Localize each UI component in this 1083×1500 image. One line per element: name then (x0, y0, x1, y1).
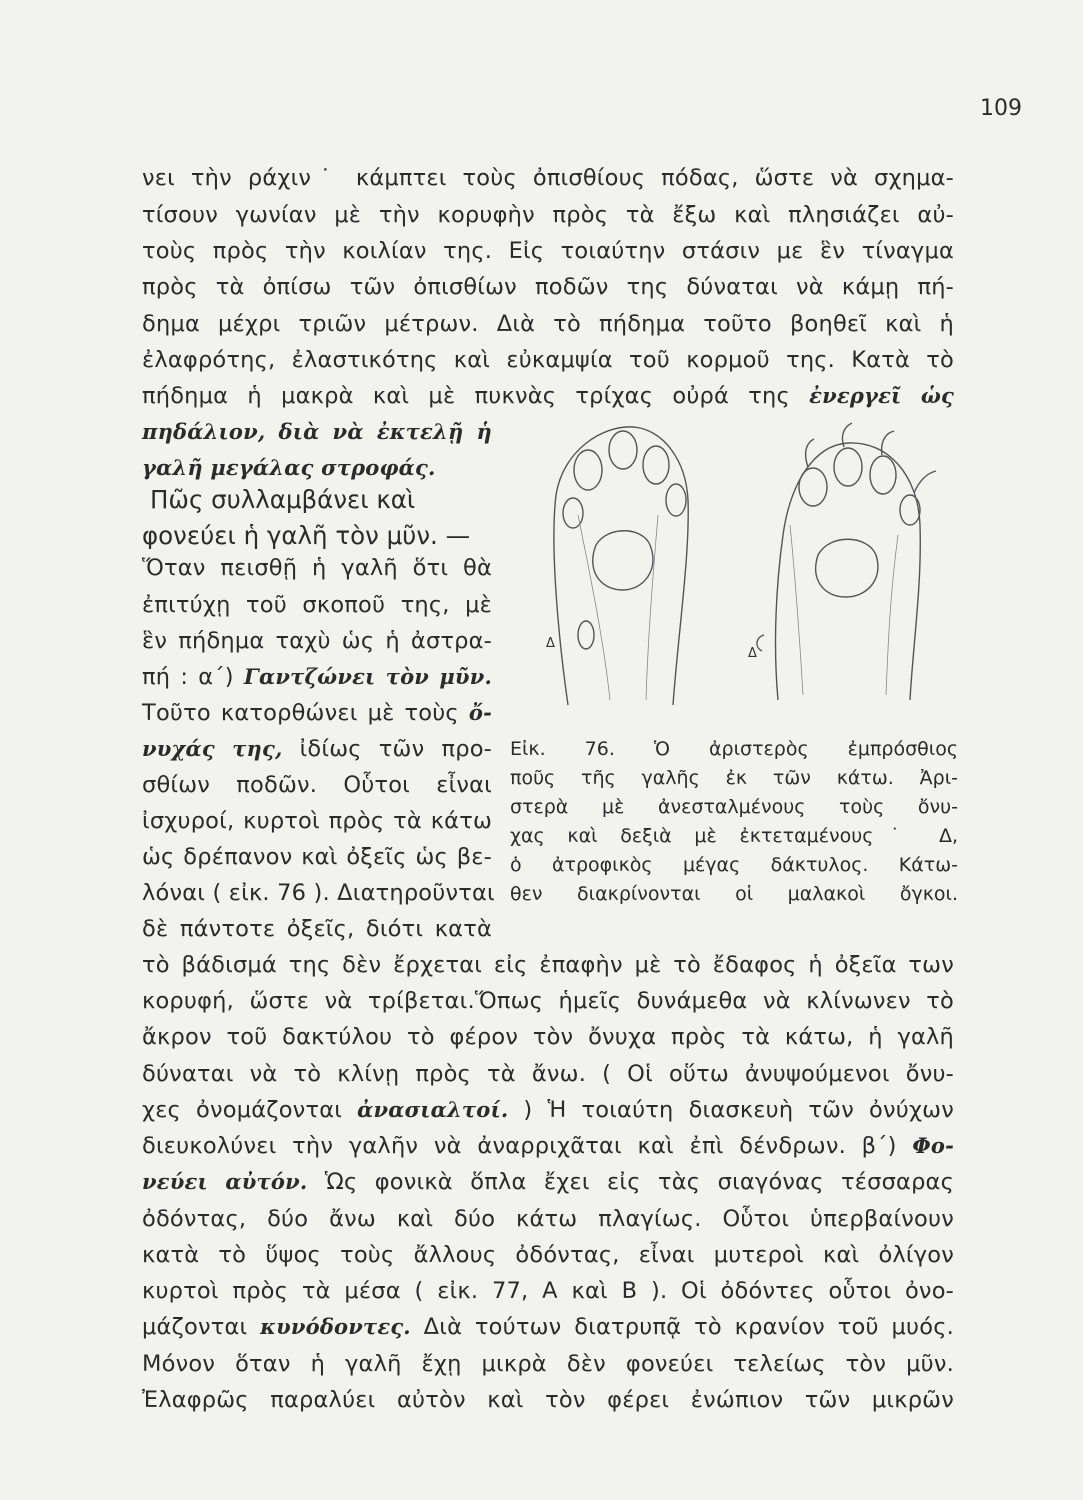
page-number: 109 (980, 96, 1022, 121)
text-line: ἰσχυροί, κυρτοὶ πρὸς τὰ κάτω (142, 808, 492, 834)
text-line: τοὺς πρὸς τὴν κοιλίαν της. Εἰς τοιαύτην στάσιν με ἓν τίναγμα (142, 238, 954, 264)
text-line (142, 381, 954, 411)
text-line: Ἐλαφρῶς παραλύει αὐτὸν καὶ τὸν φέρει ἐνώπιον τῶν μικρῶν (142, 1387, 954, 1413)
figure-label: Δ (748, 646, 757, 661)
text-line (142, 417, 492, 447)
text-line: κορυφή, ὥστε νὰ τρίβεται.Ὅπως ἡμεῖς δυνάμεθα νὰ κλίνωνεν τὸ (142, 988, 954, 1014)
text-span: Ὡς φονικὰ ὅπλα ἔχει εἰς τὰς σιαγόνας τέσσαρας (307, 1169, 954, 1195)
text-line (142, 1167, 954, 1197)
text-line: ἄκρον τοῦ δακτύλου τὸ φέρον τὸν ὄνυχα πρὸς τὰ κάτω, ἡ γαλῆ (142, 1024, 954, 1050)
text-line (142, 734, 492, 764)
text-line: Ὅταν πεισθῇ ἡ γαλῆ ὅτι θὰ (142, 555, 492, 581)
emphasis-text: πηδάλιον, διὰ νὰ ἐκτελῇ ἡ (142, 419, 492, 444)
text-span: πήδημα ἡ μακρὰ καὶ μὲ πυκνὰς τρίχας οὐρά της (142, 383, 810, 409)
figure-caption-line: στερὰ μὲ ἀνεσταλμένους τοὺς ὄνυ- (510, 796, 958, 818)
text-span: πή : α΄) (142, 664, 244, 690)
figure-caption-line: θεν διακρίνονται οἱ μαλακοὶ ὄγκοι. (510, 883, 958, 905)
text-line (142, 1131, 954, 1161)
text-line: τὸ βάδισμά της δὲν ἔρχεται εἰς ἐπαφὴν μὲ τὸ ἔδαφος ἡ ὀξεῖα των (142, 952, 954, 978)
text-line: κατὰ τὸ ὕψος τοὺς ἄλλους ὀδόντας, εἶναι μυτεροὶ καὶ ὀλίγον (142, 1242, 954, 1268)
text-span: Διὰ τούτων διατρυπᾷ τὸ κρανίον τοῦ μυός. (410, 1314, 954, 1340)
text-line: ἐπιτύχῃ τοῦ σκοποῦ της, μὲ (142, 592, 492, 618)
cat-paw-illustration (528, 415, 948, 715)
figure-caption-line: ποῦς τῆς γαλῆς ἐκ τῶν κάτω. Ἀρι- (510, 767, 958, 789)
text-line: σθίων ποδῶν. Οὗτοι εἶναι (142, 772, 492, 798)
text-line: πρὸς τὰ ὀπίσω τῶν ὀπισθίων ποδῶν της δύναται νὰ κάμῃ πή- (142, 274, 954, 300)
text-span: ἰδίως τῶν προ- (282, 736, 492, 762)
emphasis-text: Φο- (912, 1133, 954, 1158)
text-line: ἓν πήδημα ταχὺ ὡς ἡ ἀστρα- (142, 628, 492, 654)
emphasis-text: νεύει αὐτόν. (142, 1169, 308, 1194)
text-line: Μόνον ὅταν ἡ γαλῆ ἔχῃ μικρὰ δὲν φονεύει τελείως τὸν μῦν. (142, 1351, 954, 1377)
text-span: διευκολύνει τὴν γαλῆν νὰ ἀναρριχᾶται καὶ ἐπὶ δένδρων. β΄) (142, 1133, 913, 1159)
section-heading-line: Πῶς συλλαμβάνει καὶ (150, 485, 416, 514)
figure-caption-line: χας καὶ δεξιὰ μὲ ἐκτεταμένους˙ Δ, (510, 825, 958, 847)
text-line (142, 1312, 954, 1342)
text-line: δημα μέχρι τριῶν μέτρων. Διὰ τὸ πήδημα τοῦτο βοηθεῖ καὶ ἡ (142, 311, 954, 337)
text-line: νει τὴν ράχιν˙ κάμπτει τοὺς ὀπισθίους πόδας, ὥστε νὰ σχημα- (142, 165, 954, 191)
text-span: Τοῦτο κατορθώνει μὲ τοὺς (142, 700, 469, 726)
text-line: κυρτοὶ πρὸς τὰ μέσα ( εἰκ. 77, Α καὶ Β ). Οἱ ὀδόντες οὗτοι ὀνο- (142, 1278, 954, 1304)
text-line (142, 1095, 954, 1125)
text-line: δὲ πάντοτε ὀξεῖς, διότι κατὰ (142, 916, 492, 942)
figure-caption-line: Εἰκ. 76. Ὁ ἀριστερὸς ἐμπρόσθιος (510, 738, 958, 760)
emphasis-text: νυχάς της, (142, 736, 283, 761)
emphasis-text: γαλῆ μεγάλας στροφάς. (142, 455, 436, 480)
text-span: χες ὀνομάζονται (142, 1097, 358, 1123)
text-line: λόναι ( εἰκ. 76 ). Διατηροῦνται (142, 880, 495, 906)
text-line: τίσουν γωνίαν μὲ τὴν κορυφὴν πρὸς τὰ ἔξω καὶ πλησιάζει αὐ- (142, 202, 954, 228)
text-line: ὀδόντας, δύο ἄνω καὶ δύο κάτω πλαγίως. Οὗτοι ὑπερβαίνουν (142, 1206, 954, 1232)
figure-caption-line: ὁ ἀτροφικὸς μέγας δάκτυλος. Κάτω- (510, 854, 958, 876)
text-line: δύναται νὰ τὸ κλίνῃ πρὸς τὰ ἄνω. ( Οἱ οὕτω ἀνυψούμενοι ὄνυ- (142, 1061, 954, 1087)
text-line: ἐλαφρότης, ἐλαστικότης καὶ εὐκαμψία τοῦ κορμοῦ της. Κατὰ τὸ (142, 347, 954, 373)
emphasis-text: Γαντζώνει τὸν μῦν. (243, 664, 492, 689)
emphasis-text: κυνόδοντες. (260, 1314, 411, 1339)
text-line: ὡς δρέπανον καὶ ὀξεῖς ὡς βε- (142, 844, 492, 870)
figure-label: Δ (546, 636, 555, 651)
text-line (142, 453, 492, 483)
emphasis-text: ἀνασιαλτοί. (357, 1097, 509, 1122)
emphasis-text: ἐνεργεῖ ὡς (809, 383, 954, 408)
text-line (142, 698, 492, 728)
emphasis-text: ὄ- (468, 700, 492, 725)
text-line (142, 662, 492, 692)
text-span: μάζονται (142, 1314, 261, 1340)
section-heading-line: φονεύει ἡ γαλῆ τὸν μῦν. — (142, 521, 471, 550)
text-span: ) Ἡ τοιαύτη διασκευὴ τῶν ὀνύχων (508, 1097, 954, 1123)
